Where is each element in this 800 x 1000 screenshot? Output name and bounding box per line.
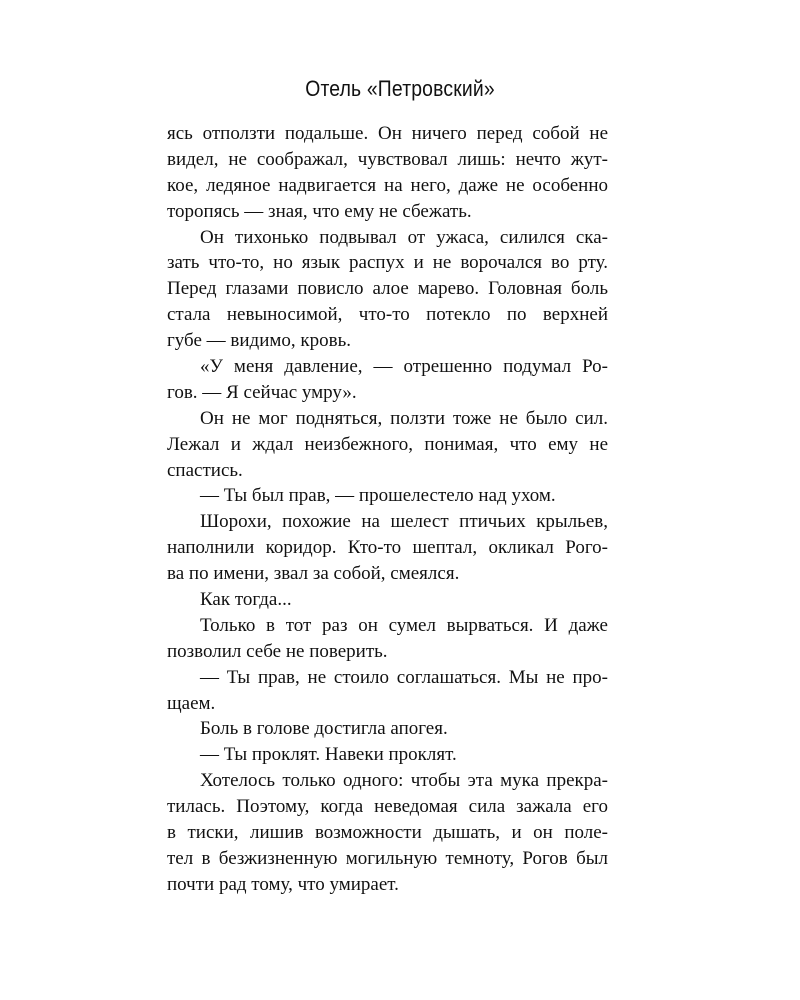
text-line: — Ты прав, не стоило соглашаться. Мы не про- xyxy=(200,666,608,688)
text-line: зать что-то, но язык распух и не ворочался во рту. xyxy=(167,252,608,274)
text-line: Он тихонько подвывал от ужаса, силился ска- xyxy=(200,226,608,248)
text-line: позволил себе не поверить. xyxy=(167,640,388,662)
text-line: почти рад тому, что умирает. xyxy=(167,873,399,895)
text-line: — Ты был прав, — прошелестело над ухом. xyxy=(200,485,556,507)
text-line: Только в тот раз он сумел вырваться. И даже xyxy=(200,614,608,636)
text-line: — Ты проклят. Навеки проклят. xyxy=(200,744,457,766)
text-line: Боль в голове достигла апогея. xyxy=(200,718,448,740)
text-line: торопясь — зная, что ему не сбежать. xyxy=(167,200,472,222)
text-line: ва по имени, звал за собой, смеялся. xyxy=(167,563,460,585)
text-line: кое, ледяное надвигается на него, даже не особенно xyxy=(167,174,608,196)
text-line: тилась. Поэтому, когда неведомая сила зажала его xyxy=(167,796,608,818)
text-line: Он не мог подняться, ползти тоже не было сил. xyxy=(200,407,608,429)
text-line: Как тогда... xyxy=(200,589,292,611)
text-line: видел, не соображал, чувствовал лишь: нечто жут- xyxy=(167,148,608,170)
body-text xyxy=(167,121,608,898)
text-line: наполнили коридор. Кто-то шептал, окликал Рого- xyxy=(167,537,608,559)
text-line: тел в безжизненную могильную темноту, Рогов был xyxy=(167,847,608,869)
text-line: «У меня давление, — отрешенно подумал Ро- xyxy=(200,356,608,378)
text-line: Перед глазами повисло алое марево. Головная боль xyxy=(167,278,608,300)
text-line: щаем. xyxy=(167,692,216,714)
text-line: ясь отползти подальше. Он ничего перед собой не xyxy=(167,123,608,144)
text-line: Шорохи, похожие на шелест птичьих крыльев, xyxy=(200,511,608,533)
text-line: в тиски, лишив возможности дышать, и он поле- xyxy=(167,822,608,844)
text-line: стала невыносимой, что-то потекло по верхней xyxy=(167,304,608,326)
running-title: Отель «Петровский» xyxy=(305,76,495,101)
text-line: гов. — Я сейчас умру». xyxy=(167,381,357,403)
text-line: Хотелось только одного: чтобы эта мука прекра- xyxy=(200,770,608,792)
text-line: Лежал и ждал неизбежного, понимая, что ему не xyxy=(167,433,608,455)
text-line: губе — видимо, кровь. xyxy=(167,330,352,352)
text-line: спастись. xyxy=(167,459,243,481)
